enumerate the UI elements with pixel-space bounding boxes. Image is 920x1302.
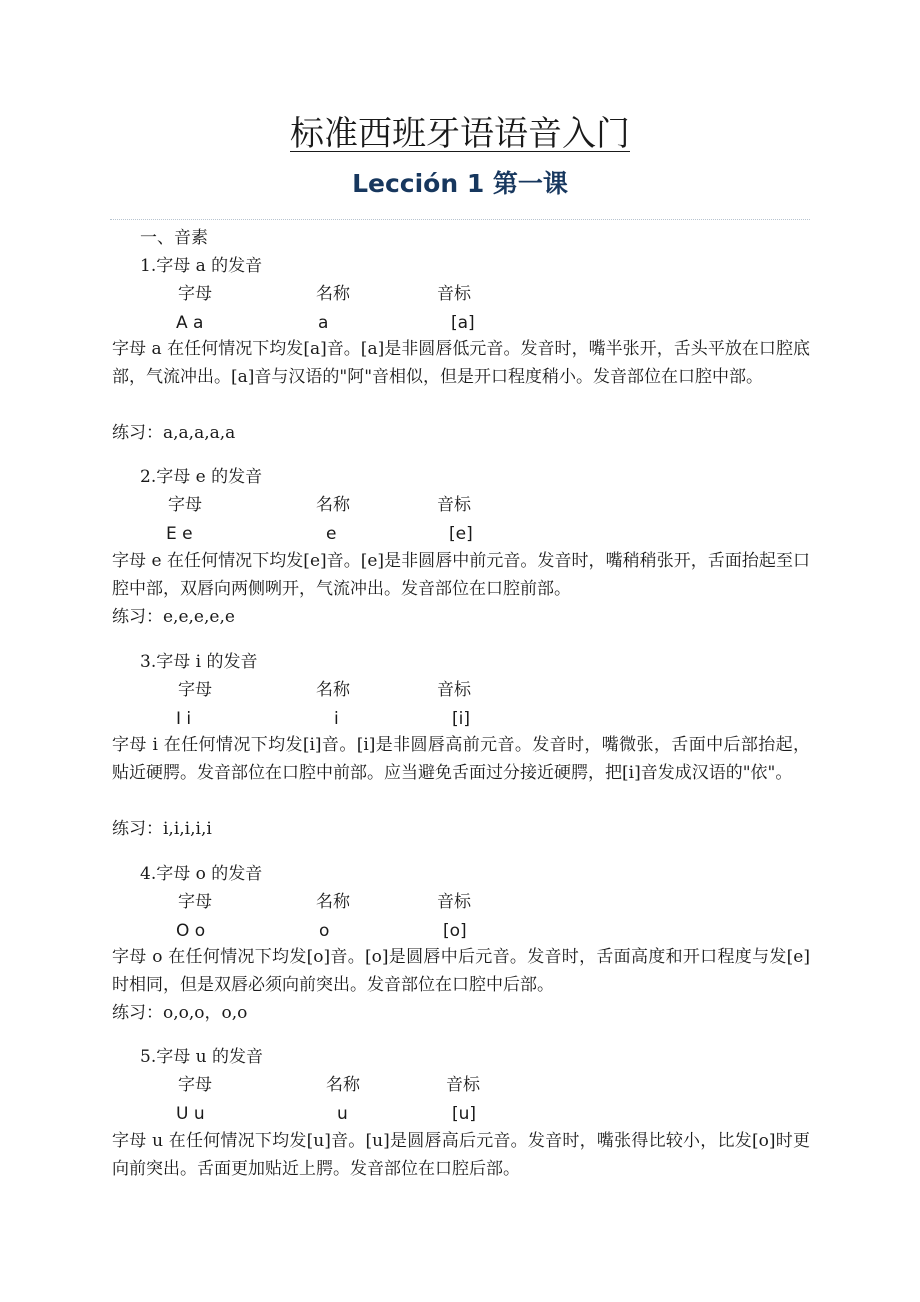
- lesson-4-col-phonetic: 音标: [437, 892, 471, 912]
- lesson-5-col-letter: 字母: [178, 1075, 212, 1095]
- lesson-1-practice: 练习：a,a,a,a,a: [112, 423, 236, 443]
- lesson-2-practice: 练习：e,e,e,e,e: [112, 607, 235, 627]
- lesson-2-phonetic: [e]: [449, 524, 473, 544]
- section-heading: 一、音素: [140, 228, 208, 248]
- lesson-2-description: 字母 e 在任何情况下均发[e]音。[e]是非圆唇中前元音。发音时，嘴稍稍张开，舌面抬起至口腔中部，双唇向两侧咧开，气流冲出。发音部位在口腔前部。: [112, 551, 810, 599]
- lesson-2-col-phonetic: 音标: [437, 495, 471, 515]
- lesson-5-name: u: [337, 1104, 348, 1124]
- lesson-2-col-letter: 字母: [168, 495, 202, 515]
- lesson-1-col-name: 名称: [316, 284, 350, 304]
- lesson-5-description: 字母 u 在任何情况下均发[u]音。[u]是圆唇高后元音。发音时，嘴张得比较小，比发[o]时更向前突出。舌面更加贴近上腭。发音部位在口腔后部。: [112, 1131, 810, 1179]
- lesson-5-letter: U u: [176, 1104, 205, 1124]
- lesson-1-phonetic: [a]: [451, 313, 475, 333]
- document-title: 标准西班牙语语音入门: [290, 114, 630, 154]
- lesson-3-col-letter: 字母: [178, 680, 212, 700]
- lesson-3-col-phonetic: 音标: [437, 680, 471, 700]
- lesson-1-letter: A a: [176, 313, 204, 333]
- lesson-3-col-name: 名称: [316, 680, 350, 700]
- lesson-1-col-letter: 字母: [178, 284, 212, 304]
- lesson-5-col-phonetic: 音标: [446, 1075, 480, 1095]
- lesson-2-name: e: [326, 524, 337, 544]
- lesson-2-letter: E e: [166, 524, 193, 544]
- lesson-1-heading: 1.字母 a 的发音: [140, 256, 263, 276]
- lesson-1-col-phonetic: 音标: [437, 284, 471, 304]
- lesson-1-name: a: [318, 313, 329, 333]
- lesson-3-letter: I i: [176, 709, 192, 729]
- lesson-4-phonetic: [o]: [443, 921, 467, 941]
- lesson-4-col-letter: 字母: [178, 892, 212, 912]
- lesson-3-practice: 练习：i,i,i,i,i: [112, 819, 212, 839]
- lesson-4-col-name: 名称: [316, 892, 350, 912]
- lesson-4-heading: 4.字母 o 的发音: [140, 864, 263, 884]
- lesson-1-description: 字母 a 在任何情况下均发[a]音。[a]是非圆唇低元音。发音时，嘴半张开，舌头平放在口腔底部，气流冲出。[a]音与汉语的"阿"音相似，但是开口程度稍小。发音部位在口腔中部。: [112, 339, 810, 387]
- divider: [110, 219, 810, 220]
- lesson-5-col-name: 名称: [326, 1075, 360, 1095]
- lesson-4-practice: 练习：o,o,o，o,o: [112, 1003, 248, 1023]
- lesson-5-phonetic: [u]: [452, 1104, 477, 1124]
- lesson-3-phonetic: [i]: [452, 709, 470, 729]
- lesson-4-name: o: [319, 921, 330, 941]
- lesson-2-heading: 2.字母 e 的发音: [140, 467, 263, 487]
- lesson-3-heading: 3.字母 i 的发音: [140, 652, 258, 672]
- lesson-5-heading: 5.字母 u 的发音: [140, 1047, 263, 1067]
- lesson-4-letter: O o: [176, 921, 206, 941]
- lesson-2-col-name: 名称: [316, 495, 350, 515]
- lesson-subtitle: Lección 1 第一课: [352, 169, 568, 198]
- lesson-4-description: 字母 o 在任何情况下均发[o]音。[o]是圆唇中后元音。发音时，舌面高度和开口程度与发[e]时相同，但是双唇必须向前突出。发音部位在口腔中后部。: [112, 947, 810, 995]
- lesson-3-description: 字母 i 在任何情况下均发[i]音。[i]是非圆唇高前元音。发音时，嘴微张，舌面中后部抬起，贴近硬腭。发音部位在口腔中前部。应当避免舌面过分接近硬腭，把[i]音发成汉语的"依"。: [112, 735, 810, 783]
- lesson-3-name: i: [334, 709, 339, 729]
